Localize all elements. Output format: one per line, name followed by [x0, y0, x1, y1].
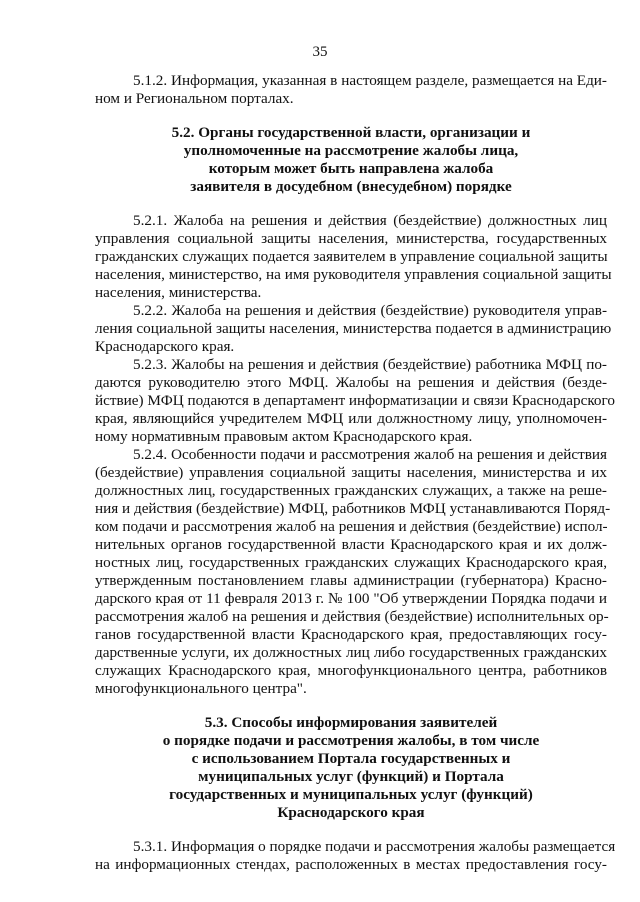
section-heading-5-2-line: которым может быть направлена жалоба	[208, 160, 494, 177]
text-line: дарского края от 11 февраля 2013 г. № 100 "Об утверждении Порядка подачи и	[95, 590, 607, 607]
text-line: 5.2.3. Жалобы на решения и действия (бездействие) работника МФЦ по-	[133, 356, 607, 373]
text-line: даются руководителю этого МФЦ. Жалобы на решения и действия (безде-	[95, 374, 607, 391]
text-line: Краснодарского края.	[95, 338, 235, 355]
text-line: должностных лиц, государственных гражданских служащих, а также на реше-	[95, 482, 607, 499]
section-heading-5-3-line: о порядке подачи и рассмотрения жалобы, в том числе	[162, 732, 540, 749]
text-line: ния и действия (бездействие) МФЦ, работников МФЦ устанавливаются Поряд-	[95, 500, 611, 517]
text-line: на информационных стендах, расположенных в местах предоставления госу-	[95, 856, 607, 873]
text-line: 5.1.2. Информация, указанная в настоящем разделе, размещается на Еди-	[133, 72, 607, 89]
text-line: населения, министерства.	[95, 284, 262, 301]
text-line: 5.2.4. Особенности подачи и рассмотрения жалоб на решения и действия	[133, 446, 607, 463]
text-line: ном и Региональном порталах.	[95, 90, 294, 107]
text-line: служащих Краснодарского края, многофункционального центра, работников	[95, 662, 607, 679]
text-line: 5.2.1. Жалоба на решения и действия (бездействие) должностных лиц	[133, 212, 607, 229]
text-line: ганов государственной власти Краснодарского края, предоставляющих госу-	[95, 626, 607, 643]
section-heading-5-2-line: уполномоченные на рассмотрение жалобы лица,	[183, 142, 519, 159]
text-line: ному нормативным правовым актом Краснодарского края.	[95, 428, 473, 445]
section-heading-5-2-line: 5.2. Органы государственной власти, организации и	[171, 124, 531, 141]
section-heading-5-3-line: государственных и муниципальных услуг (функций)	[169, 786, 533, 803]
text-line: ления социальной защиты населения, министерства подается в администрацию	[95, 320, 612, 337]
text-line: ностных лиц, государственных гражданских служащих Краснодарского края,	[95, 554, 607, 571]
page-number: 35	[312, 44, 328, 60]
section-heading-5-3-line: муниципальных услуг (функций) и Портала	[198, 768, 504, 785]
section-heading-5-2-line: заявителя в досудебном (внесудебном) порядке	[190, 178, 512, 195]
text-line: 5.2.2. Жалоба на решения и действия (бездействие) руководителя управ-	[133, 302, 607, 319]
text-line: (бездействие) управления социальной защиты населения, министерства и их	[95, 464, 607, 481]
text-line: многофункционального центра".	[95, 680, 307, 697]
text-line: управления социальной защиты населения, министерства, государственных	[95, 230, 607, 247]
text-line: населения, министерство, на имя руководителя управления социальной защиты	[95, 266, 612, 283]
text-line: края, являющийся учредителем МФЦ или должностному лицу, уполномочен-	[95, 410, 607, 427]
text-line: рассмотрения жалоб на решения и действия (бездействие) исполнительных ор-	[95, 608, 609, 625]
text-line: гражданских служащих подается заявителем в управление социальной защиты	[95, 248, 608, 265]
text-line: 5.3.1. Информация о порядке подачи и рассмотрения жалобы размещается	[133, 838, 616, 855]
section-heading-5-3-line: Краснодарского края	[277, 804, 425, 821]
text-line: дарственные услуги, их должностных лиц либо государственных гражданских	[95, 644, 607, 661]
section-heading-5-3-line: 5.3. Способы информирования заявителей	[204, 714, 498, 731]
text-line: утвержденным постановлением главы администрации (губернатора) Красно-	[95, 572, 607, 589]
text-line: ком подачи и рассмотрения жалоб на решения и действия (бездействие) испол-	[95, 518, 608, 535]
text-line: нительных органов государственной власти Краснодарского края и их долж-	[95, 536, 607, 553]
text-line: йствие) МФЦ подаются в департамент информатизации и связи Краснодарского	[95, 392, 615, 409]
section-heading-5-3-line: с использованием Портала государственных и	[191, 750, 511, 767]
